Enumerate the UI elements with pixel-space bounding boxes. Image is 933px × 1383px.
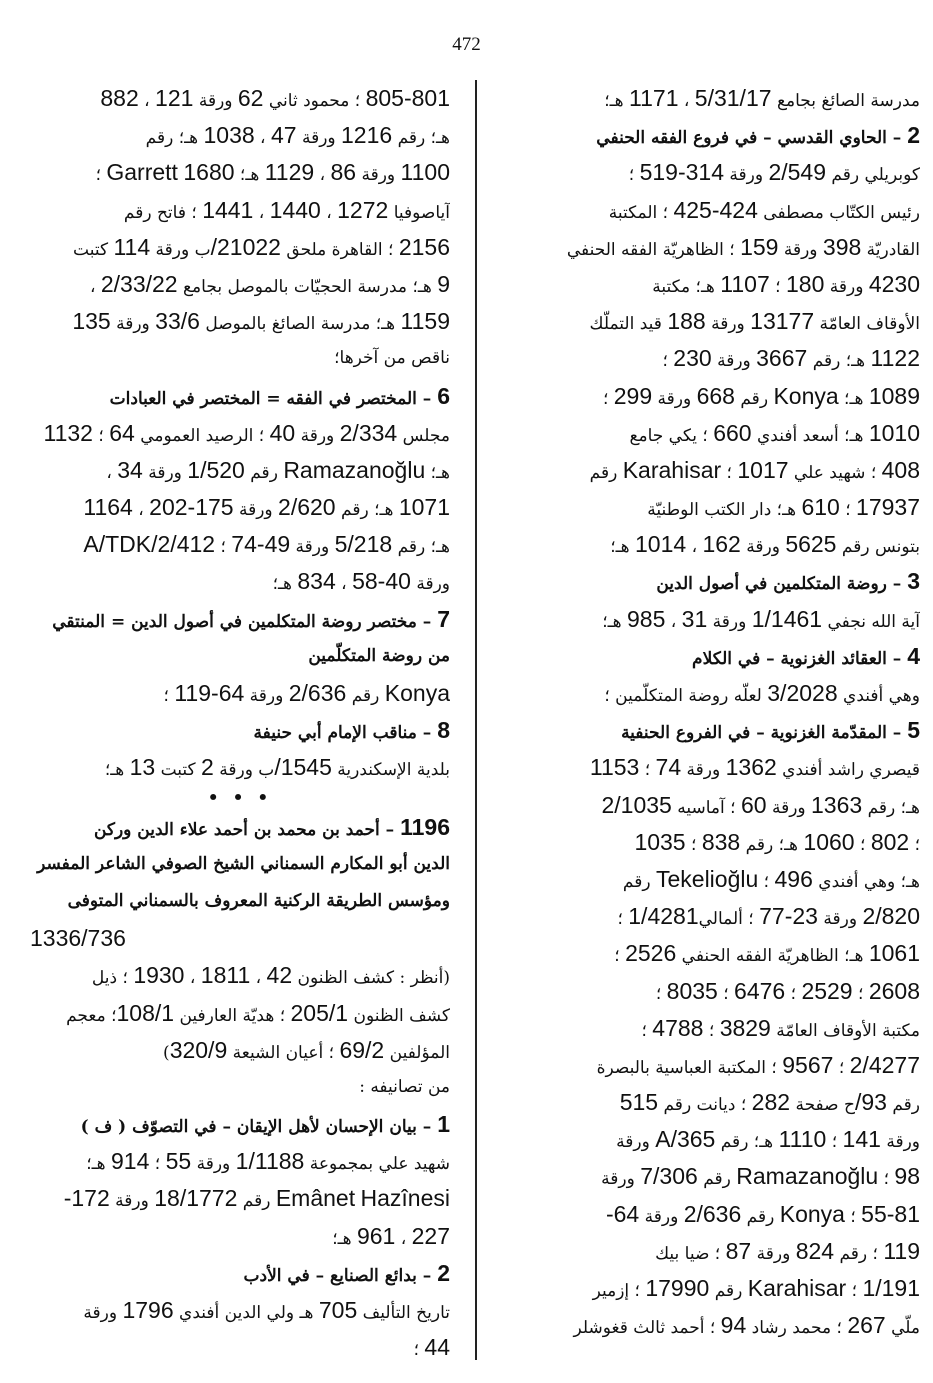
number-token: 802: [870, 828, 910, 855]
number-token: 834: [297, 568, 336, 595]
number-token: 1362: [725, 754, 777, 781]
number-token: Karahisar: [747, 1275, 847, 1301]
column-divider: [475, 80, 477, 1360]
number-token: 47: [270, 122, 297, 149]
number-token: 40-58: [352, 568, 411, 595]
number-token: 1071: [398, 494, 450, 521]
text-line: (أنظر : كشف الظنون 42 ، 1811 ، 1930 ؛ ذيل: [91, 962, 450, 989]
text-line: ناقص من آخرها؛: [334, 348, 450, 369]
number-token: 365/A: [655, 1126, 716, 1153]
number-token: 424-425: [673, 196, 758, 223]
text-line: 1/191 ؛ Karahisar رقم 17990 ؛ إزمير: [592, 1275, 920, 1301]
section-heading: 3 – روضة المتكلمين في أصول الدين: [656, 568, 920, 595]
text-line: 55-81 ؛ Konya رقم 2/636 ورقة 64-: [605, 1200, 920, 1227]
entry-title-text: – أحمد بن محمد بن أحمد علاء الدين وركن: [93, 819, 395, 840]
number-token: 2/412/A/TDK: [83, 531, 216, 558]
text-line: 9 هـ؛ مدرسة الحجيّات بالموصل بجامع 2/33/22 ،: [89, 270, 450, 297]
section-heading: 4 – العقائد الغزنوية – في الكلام: [692, 642, 920, 669]
number-token: 2/820: [862, 903, 920, 930]
number-token: 1010: [868, 419, 920, 446]
number-token: 7/306: [640, 1163, 698, 1190]
number-token: 408: [881, 456, 920, 483]
number-token: 1089: [868, 382, 920, 409]
text-line: 17937 ؛ 610 هـ؛ دار الكتب الوطنيّة: [647, 494, 920, 521]
text-line: هـ؛ رقم 1216 ورقة 47 ، 1038 هـ؛ رقم: [145, 122, 450, 149]
number-token: 94: [720, 1312, 747, 1339]
text-line: بتونس رقم 5625 ورقة 162 ، 1014 هـ؛: [610, 531, 920, 558]
entry-title-line: الدين أبو المكارم السمناني الشيخ الصوفي الشاعر المفسر: [37, 853, 450, 874]
text-line: كشف الظنون 205/1 ؛ هديّة العارفين 108/1؛ معجم: [66, 999, 450, 1026]
number-token: 398: [822, 233, 862, 260]
number-token: 668: [696, 382, 735, 409]
page-number: 472: [452, 34, 481, 55]
number-token: 1363: [811, 791, 863, 818]
number-token: 496: [774, 865, 813, 892]
text-line: شهيد علي بمجموعة 1/1188 ورقة 55 ؛ 914 هـ؛: [86, 1148, 450, 1175]
number-token: 1035: [634, 828, 686, 855]
number-token: 4: [907, 642, 920, 669]
number-token: 660: [713, 419, 752, 446]
section-separator: • • •: [207, 787, 273, 808]
number-token: 135: [72, 308, 111, 335]
number-token: 2/636: [288, 680, 347, 706]
number-token: 230: [673, 345, 712, 372]
number-token: 17990: [645, 1275, 710, 1301]
text-line: ملّي 267 ؛ محمد رشاد 94 ؛ أحمد ثالث قغوشلر: [573, 1312, 920, 1339]
number-token: Emânet: [275, 1185, 356, 1212]
text-line: 1159 هـ؛ مدرسة الصائغ بالموصل 33/6 ورقة 135: [72, 308, 450, 335]
number-token: 1/4281: [628, 903, 699, 930]
number-token: 1680: [183, 159, 235, 186]
number-token: 838: [701, 828, 741, 855]
text-line: مكتبة الأوقاف العامّة 3829 ؛ 4788 ؛: [641, 1014, 920, 1041]
text-line: 119 ؛ رقم 824 ورقة 87 ؛ ضيا بيك: [655, 1237, 920, 1264]
number-token: 3: [907, 568, 920, 595]
section-heading: 2 – الحاوي القدسي – في فروع الفقه الحنفي: [596, 122, 920, 149]
number-token: 5: [907, 717, 920, 744]
number-token: 31: [681, 605, 708, 632]
text-line: القادريّة 398 ورقة 159 ؛ الظاهريّة الفقه الحنفي: [566, 233, 920, 260]
number-token: 1216: [341, 122, 393, 149]
text-line: ؛ 802 ؛ 1060 هـ؛ رقم 838 ؛ 1035: [634, 828, 920, 855]
number-token: 1017: [737, 456, 789, 483]
text-line: 2/820 ورقة 23-77 ؛ ألمالي1/4281 ؛: [617, 903, 920, 930]
number-token: 64-: [605, 1200, 640, 1227]
number-token: 805-801: [365, 85, 450, 111]
number-token: Karahisar: [622, 456, 722, 483]
text-line: من تصانيفه :: [359, 1076, 450, 1097]
text-line: 2/4277 ؛ 9567 ؛ المكتبة العباسية بالبصرة: [596, 1051, 920, 1078]
number-token: 1/191: [862, 1275, 920, 1301]
number-token: 314-519: [639, 159, 724, 186]
number-token: 180: [785, 270, 825, 297]
number-token: 1132: [43, 419, 93, 446]
number-token: 1159: [400, 308, 450, 335]
number-token: 188: [667, 308, 706, 335]
number-token: Ramazanoğlu: [736, 1163, 879, 1190]
text-line: 1071 هـ؛ رقم 2/620 ورقة 175-202 ، 1164: [83, 494, 450, 521]
section-heading: من روضة المتكلّمين: [308, 645, 450, 666]
number-token: 141: [842, 1126, 881, 1153]
number-token: 1336/736: [30, 925, 126, 952]
number-token: 2526: [625, 940, 677, 967]
text-line: ورقة 40-58 ، 834 هـ؛: [272, 568, 450, 595]
text-line: 1061 هـ؛ الظاهريّة الفقه الحنفي 2526 ؛: [614, 940, 920, 967]
number-token: 3667: [756, 345, 808, 372]
number-token: Konya: [384, 680, 450, 706]
text-line: قيصري راشد أفندي 1362 ورقة 74 ؛ 1153: [589, 754, 920, 781]
text-line: مدرسة الصائغ بجامع 5/31/17 ، 1171 هـ؛: [604, 85, 920, 111]
text-line: 805-801 ؛ محمود ثاني 62 ورقة 121 ، 882: [100, 85, 450, 111]
number-token: 1811: [200, 962, 251, 989]
text-line: هـ؛ وهي أفندي 496 ؛ Tekelioğlu رقم: [622, 865, 920, 892]
number-token: 64: [109, 419, 135, 446]
number-token: 1060: [803, 828, 855, 855]
text-line: كوبريلي رقم 2/549 ورقة 314-519 ؛: [628, 159, 920, 186]
section-heading: 6 – المختصر في الفقه = المختصر في العبادات: [109, 382, 450, 409]
number-token: 121: [155, 85, 194, 111]
entry-number: 1196: [400, 813, 450, 840]
number-token: Ramazanoğlu: [283, 456, 426, 483]
number-token: 86: [330, 159, 357, 186]
number-token: 1545/: [274, 754, 332, 781]
text-line: آياصوفيا 1272 ، 1440 ، 1441 ؛ فاتح رقم: [123, 196, 450, 223]
number-token: 55-81: [861, 1200, 920, 1227]
text-line: 1122 هـ؛ رقم 3667 ورقة 230 ؛: [662, 345, 920, 372]
text-line: هـ؛ رقم 5/218 ورقة 49-74 ؛ 2/412/A/TDK: [83, 531, 450, 558]
number-token: 2156: [398, 233, 450, 260]
number-token: 6476: [734, 977, 786, 1004]
entry-death-year: [30, 920, 450, 957]
number-token: 1/1188: [235, 1148, 305, 1175]
number-token: 1014: [635, 531, 687, 558]
section-heading: 7 – مختصر روضة المتكلمين في أصول الدين = المنتقي: [52, 605, 450, 632]
number-token: 74: [655, 754, 682, 781]
number-token: 320/9: [169, 1036, 228, 1063]
number-token: 824: [795, 1237, 835, 1264]
number-token: 17937: [856, 494, 920, 521]
number-token: 1171: [629, 85, 679, 111]
number-token: 1/1461: [751, 605, 823, 632]
entry-title-line: [30, 809, 450, 846]
number-token: Garrett: [106, 159, 178, 186]
number-token: 1164: [83, 494, 133, 521]
text-line: 2156 ؛ القاهرة ملحق 21022/ب ورقة 114 كتبت: [73, 233, 450, 260]
number-token: 2: [201, 754, 214, 781]
number-token: 9567: [782, 1051, 834, 1078]
section-heading: 2 – بدائع الصنايع – في الأدب: [243, 1259, 450, 1286]
number-token: 914: [111, 1148, 150, 1175]
number-token: 21022/: [210, 233, 281, 260]
text-line: 408 ؛ شهيد علي 1017 ؛ Karahisar رقم: [589, 456, 920, 483]
section-heading: 5 – المقدّمة الغزنوية – في الفروع الحنفية: [621, 717, 920, 744]
text-line: هـ؛ رقم 1363 ورقة 60 ؛ آماسيه 2/1035: [601, 791, 920, 818]
number-token: 34: [117, 456, 143, 483]
number-token: 5625: [785, 531, 837, 558]
text-line: 1010 هـ؛ أسعد أفندي 660 ؛ يكي جامع: [629, 419, 920, 446]
number-token: Konya: [779, 1200, 845, 1227]
number-token: 8035: [666, 977, 718, 1004]
number-token: 2: [437, 1259, 450, 1286]
text-line: 1100 ورقة 86 ، 1129 هـ؛ Garrett 1680 ؛: [95, 159, 450, 186]
section-heading: 8 – مناقب الإمام أبي حنيفة: [253, 717, 450, 744]
number-token: 1122: [870, 345, 920, 372]
number-token: 23-77: [759, 903, 818, 930]
number-token: 2/334: [339, 419, 398, 446]
number-token: 2/620: [278, 494, 336, 521]
text-line: 4230 ورقة 180 ؛ 1107 هـ؛ مكتبة: [652, 270, 920, 297]
number-token: 9: [437, 270, 450, 297]
number-token: 40: [269, 419, 296, 446]
number-token: 1930: [133, 962, 185, 989]
text-line: 227 ، 961 هـ؛: [332, 1222, 450, 1249]
number-token: 8: [437, 717, 450, 744]
number-token: 4788: [652, 1014, 704, 1041]
number-token: 172-: [63, 1185, 110, 1212]
number-token: 4230: [868, 270, 920, 297]
text-line: Emânet Hazînesi رقم 18/1772 ورقة 172-: [63, 1185, 450, 1212]
number-token: 1110: [778, 1126, 827, 1153]
number-token: 98: [894, 1163, 920, 1190]
entry-title-line: ومؤسس الطريقة الركنية المعروف بالسمناني المتوفى: [67, 890, 450, 911]
number-token: 7: [437, 605, 450, 632]
number-token: 87: [725, 1237, 752, 1264]
number-token: 3829: [719, 1014, 771, 1041]
number-token: 2/549: [768, 159, 827, 186]
number-token: Konya: [773, 382, 839, 409]
text-line: ورقة 141 ؛ 1110 هـ؛ رقم 365/A ورقة: [616, 1126, 920, 1153]
number-token: 44: [424, 1334, 450, 1361]
number-token: 205/1: [290, 999, 349, 1026]
text-line: مجلس 2/334 ورقة 40 ؛ الرصيد العمومي 64 ؛ 1132: [43, 419, 450, 446]
number-token: 961: [356, 1222, 396, 1249]
number-token: 1038: [203, 122, 255, 149]
left-column: [30, 80, 450, 1366]
text-line: تاريخ التأليف 705 هـ ولي الدين أفندي 1796 ورقة: [83, 1297, 450, 1323]
text-line: الأوقاف العامّة 13177 ورقة 188 قيد التملّك: [589, 308, 920, 335]
number-token: 515: [619, 1089, 659, 1116]
text-line: Konya رقم 2/636 ورقة 64-119 ؛: [163, 680, 450, 706]
number-token: 282: [751, 1089, 791, 1116]
number-token: 42: [266, 962, 293, 989]
number-token: 1: [437, 1111, 450, 1138]
number-token: 1440: [269, 196, 321, 223]
number-token: Hazînesi: [360, 1185, 450, 1212]
text-line: 98 ؛ Ramazanoğlu رقم 7/306 ورقة: [601, 1163, 920, 1190]
number-token: 610: [801, 494, 840, 521]
text-line: 44 ؛: [413, 1334, 450, 1361]
text-line: 1089 هـ؛ Konya رقم 668 ورقة 299 ؛: [602, 382, 920, 409]
number-token: 1061: [868, 940, 920, 967]
number-token: 33/6: [155, 308, 200, 335]
number-token: 2: [907, 122, 920, 149]
number-token: 227: [411, 1222, 450, 1249]
text-line: رقم 93/ح صفحة 282 ؛ ديانت رقم 515: [619, 1089, 920, 1116]
number-token: 6: [437, 382, 450, 409]
number-token: 1441: [202, 196, 254, 223]
text-line: رئيس الكتّاب مصطفى 424-425 ؛ المكتبة: [608, 196, 920, 223]
number-token: 2/33/22: [100, 270, 178, 297]
number-token: 2/1035: [601, 791, 672, 818]
number-token: 159: [740, 233, 779, 260]
text-line: هـ؛ Ramazanoğlu رقم 1/520 ورقة 34 ،: [106, 456, 450, 483]
text-line: بلدية الإسكندرية 1545/ب ورقة 2 كتبت 13 هـ؛: [104, 754, 450, 781]
number-token: 2529: [801, 977, 853, 1004]
number-token: 1/520: [187, 456, 245, 483]
number-token: 18/1772: [154, 1185, 238, 1212]
number-token: 5/218: [334, 531, 393, 558]
number-token: 267: [847, 1312, 886, 1339]
number-token: 705: [318, 1297, 358, 1323]
number-token: 64-119: [174, 680, 245, 706]
biography-entry: [30, 809, 450, 958]
number-token: 1153: [589, 754, 640, 781]
number-token: 13177: [750, 308, 815, 335]
number-token: 55: [165, 1148, 192, 1175]
number-token: 119: [883, 1237, 920, 1264]
number-token: 1107: [720, 270, 770, 297]
number-token: 13: [129, 754, 156, 781]
text-line: آية الله نجفي 1/1461 ورقة 31 ، 985 هـ؛: [602, 605, 920, 632]
section-heading: 1 – بيان الإحسان لأهل الإيقان – في التصوّف ( ف ): [80, 1111, 450, 1138]
number-token: 2608: [868, 977, 920, 1004]
number-token: 985: [627, 605, 666, 632]
text-line: 2608 ؛ 2529 ؛ 6476 ؛ 8035 ؛: [655, 977, 920, 1004]
number-token: 5/31/17: [694, 85, 772, 111]
number-token: 175-202: [149, 494, 234, 521]
number-token: 2/4277: [849, 1051, 920, 1078]
number-token: 299: [613, 382, 653, 409]
text-line: وهي أفندي 3/2028 لعلّه روضة المتكلّمين ؛: [604, 680, 920, 706]
number-token: 108/1: [116, 999, 175, 1026]
number-token: 162: [702, 531, 741, 558]
number-token: 93/: [854, 1089, 887, 1116]
text-line: المؤلفين 69/2 ؛ أعيان الشيعة 320/9): [163, 1036, 450, 1063]
number-token: 2/636: [683, 1200, 742, 1227]
number-token: 69/2: [339, 1036, 385, 1063]
number-token: 60: [740, 791, 767, 818]
number-token: 1129: [264, 159, 315, 186]
number-token: 114: [113, 233, 151, 260]
number-token: Tekelioğlu: [655, 865, 759, 892]
number-token: 3/2028: [767, 680, 838, 706]
number-token: 1100: [400, 159, 450, 186]
right-column: [500, 80, 920, 1344]
number-token: 882: [100, 85, 139, 111]
number-token: 1272: [337, 196, 389, 223]
number-token: 49-74: [231, 531, 291, 558]
number-token: 1796: [122, 1297, 174, 1323]
number-token: 62: [237, 85, 264, 111]
